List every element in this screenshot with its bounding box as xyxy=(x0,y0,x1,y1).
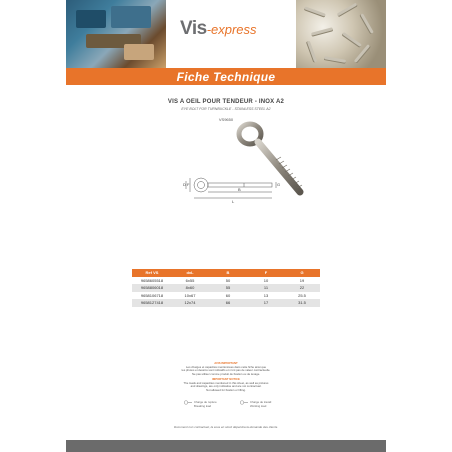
notice-fr-heading: AVIS IMPORTANT xyxy=(214,361,238,365)
table-row xyxy=(132,284,320,292)
notice-fr xyxy=(162,362,290,376)
fiche-technique-bar xyxy=(66,68,386,85)
cell-b: 50 xyxy=(225,277,231,283)
legend-breaking-fr: Charge de rupture xyxy=(194,400,217,404)
cell-dxl: 6x55 xyxy=(185,277,195,283)
legend-working-load xyxy=(240,400,271,408)
cell-f: 17 xyxy=(263,300,269,306)
notice-en-heading: IMPORTANT NOTICE xyxy=(212,377,240,381)
legend-breaking-load xyxy=(184,400,217,408)
product-title: VIS A OEIL POUR TENDEUR - INOX A2 xyxy=(167,99,285,105)
drawing-label-d: D xyxy=(183,182,186,187)
notice-en-line: and drawings, are only indicative and are not contractual. xyxy=(190,384,262,389)
working-load-icon xyxy=(240,400,248,405)
logo-suffix-text: -express xyxy=(206,22,257,37)
drawing-label-f: F xyxy=(187,182,190,187)
cell-ref: 9658106718 xyxy=(140,292,164,298)
legend-working-en: Working load xyxy=(250,404,267,408)
cell-g: 22 xyxy=(299,285,305,291)
tools-photo xyxy=(66,0,166,68)
product-reference: VS9650 xyxy=(218,117,234,122)
cell-g: 31.5 xyxy=(298,300,306,306)
cell-g: 25.5 xyxy=(298,292,306,298)
cell-f: 13 xyxy=(263,292,269,298)
col-header-ref: Ref VS xyxy=(145,270,159,276)
cell-f: 11 xyxy=(263,285,269,291)
col-header-dxl: dxL xyxy=(186,270,194,276)
cell-ref: 9658605518 xyxy=(140,277,164,283)
col-header-g: G xyxy=(300,270,304,276)
header-banner xyxy=(66,0,386,68)
logo-main-text: Vis xyxy=(180,18,207,39)
legend-breaking-en: Breaking load xyxy=(194,404,212,408)
table-header-row xyxy=(132,269,320,277)
drawing-label-b: B xyxy=(238,187,241,192)
col-header-f: F xyxy=(264,270,268,276)
dimensions-table xyxy=(132,269,320,307)
footer-bar xyxy=(66,440,386,452)
cell-dxl: 12x74 xyxy=(184,300,196,306)
screws-photo xyxy=(296,0,386,68)
cell-ref: 9658127418 xyxy=(140,300,164,306)
footer-disclaimer: Document non contractuel, la sous en stock dépendra la demande des clients. xyxy=(173,425,279,429)
vis-express-logo xyxy=(180,18,290,48)
cell-b: 60 xyxy=(225,292,231,298)
table-row xyxy=(132,292,320,300)
notice-fr-line: Ne pas utiliser comme produit de fixation ou de levage. xyxy=(191,371,261,376)
cell-f: 10 xyxy=(263,277,269,283)
notice-en xyxy=(162,378,290,392)
drawing-label-g: G xyxy=(277,182,281,187)
legend-working-fr: Charge de travail xyxy=(250,400,272,404)
banner-title: Fiche Technique xyxy=(176,70,276,84)
notice-fr-line: Les charges et capacités mentionnées dans cette fiche ainsi que xyxy=(185,364,267,369)
cell-g: 19 xyxy=(299,277,305,283)
technical-sheet xyxy=(66,0,386,452)
col-header-b: B xyxy=(226,270,230,276)
notice-en-line: Not allowed for fixation or lifting. xyxy=(206,387,246,392)
breaking-load-icon xyxy=(184,400,192,405)
drawing-label-l: L xyxy=(232,199,235,204)
technical-drawing xyxy=(174,168,282,210)
cell-ref: 9658806018 xyxy=(140,285,164,291)
notice-en-line: The loads and capacities mentioned in this sheet, as well as pictures xyxy=(183,380,269,385)
product-subtitle: EYE BOLT FOR TURNBUCKLE - STAINLESS STEEL A2 xyxy=(181,107,271,111)
notice-fr-line: les photos et dessins sont indicatifs et n'ont pas de valeur contractuelle. xyxy=(181,368,271,373)
table-row xyxy=(132,299,320,307)
cell-b: 66 xyxy=(225,300,231,306)
cell-dxl: 10x67 xyxy=(184,292,196,298)
cell-dxl: 8x60 xyxy=(185,285,195,291)
cell-b: 55 xyxy=(225,285,231,291)
table-row xyxy=(132,277,320,285)
